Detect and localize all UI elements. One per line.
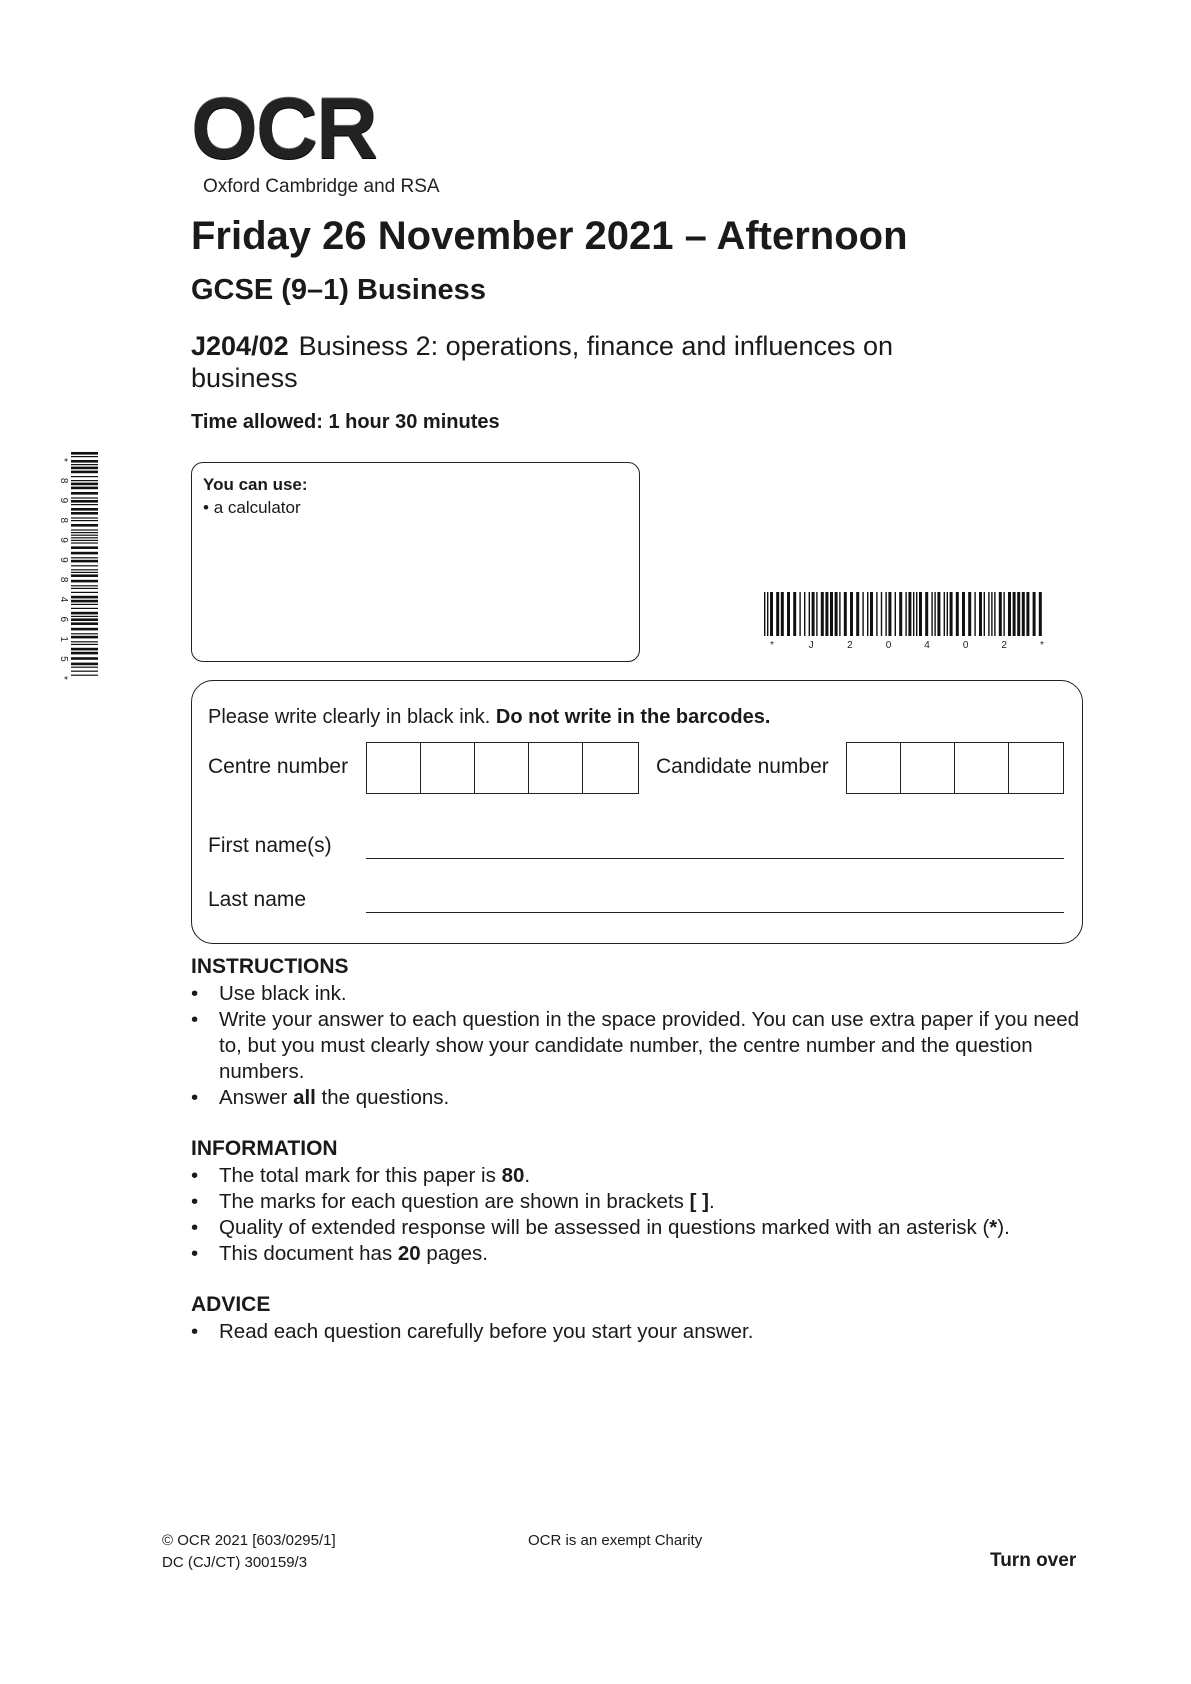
barcode-bar xyxy=(71,667,98,668)
barcode-bar xyxy=(71,596,98,599)
barcode-bar xyxy=(968,592,971,636)
barcode-bar xyxy=(71,580,98,583)
barcode-character: 6 xyxy=(58,616,69,623)
barcode-bar xyxy=(71,616,98,617)
barcode-bar xyxy=(71,480,98,481)
barcode-bar xyxy=(1039,592,1042,636)
barcode-bar xyxy=(71,460,98,463)
barcode-bar xyxy=(71,492,98,495)
last-name-label: Last name xyxy=(208,888,307,911)
barcode-bar xyxy=(71,588,98,589)
barcode-bar xyxy=(781,592,784,636)
barcode-character: 9 xyxy=(58,497,69,504)
barcode-bar xyxy=(71,636,98,639)
barcode-character: * xyxy=(1040,640,1044,651)
information-item: • The total mark for this paper is 80. xyxy=(191,1163,1091,1189)
barcode-character: 4 xyxy=(58,596,69,603)
instruction-item: • Use black ink. xyxy=(191,981,1091,1007)
barcode-character: 8 xyxy=(58,517,69,524)
barcode-bar xyxy=(787,592,790,636)
barcode-bar xyxy=(71,517,98,518)
barcode-bar xyxy=(71,520,98,521)
barcode-character: 8 xyxy=(58,477,69,484)
barcode-bar xyxy=(71,476,98,477)
barcode-bar xyxy=(835,592,838,636)
barcode-bar xyxy=(71,497,98,498)
barcode-bar xyxy=(1017,592,1020,636)
barcode-bar xyxy=(825,592,828,636)
barcode-bar xyxy=(71,592,98,593)
candidate-number-digit[interactable] xyxy=(1009,743,1063,793)
barcode-bar xyxy=(1033,592,1036,636)
candidate-number-field[interactable] xyxy=(846,742,1064,794)
barcode-bar xyxy=(885,592,886,636)
barcode-bar xyxy=(71,671,98,672)
barcode-bar xyxy=(71,663,98,666)
barcode-bar xyxy=(71,512,98,515)
barcode-bar xyxy=(895,592,896,636)
first-name-label: First name(s) xyxy=(208,834,332,857)
barcode-bar xyxy=(908,592,911,636)
barcode-bar xyxy=(931,592,932,636)
barcode-bar xyxy=(905,592,906,636)
ocr-logo-subtitle: Oxford Cambridge and RSA xyxy=(203,176,440,197)
barcode-character: * xyxy=(58,458,69,462)
barcode-bar xyxy=(71,456,98,457)
barcode-bar xyxy=(809,592,810,636)
candidate-number-digit[interactable] xyxy=(955,743,1009,793)
barcode-bar xyxy=(764,592,765,636)
barcode-bar xyxy=(839,592,840,636)
barcode-bar xyxy=(71,675,98,676)
barcode-bar xyxy=(934,592,935,636)
last-name-line[interactable] xyxy=(366,912,1064,913)
barcode-bar xyxy=(71,452,98,455)
barcode-character: 9 xyxy=(58,537,69,543)
barcode-bar xyxy=(862,592,863,636)
barcode-bar xyxy=(937,592,940,636)
barcode-bar xyxy=(919,592,922,636)
barcode-bar xyxy=(71,641,98,642)
barcode-bar xyxy=(71,569,98,570)
barcode-bar xyxy=(799,592,800,636)
barcode-bar xyxy=(888,592,891,636)
barcode-bar xyxy=(71,652,98,655)
ocr-logo: OCR xyxy=(191,81,377,177)
qualification-title: GCSE (9–1) Business xyxy=(191,274,486,306)
barcode-bar xyxy=(71,600,98,603)
document-code: DC (CJ/CT) 300159/3 xyxy=(162,1554,308,1571)
barcode-bar xyxy=(999,592,1002,636)
barcode-bar xyxy=(71,542,98,543)
barcode-bar xyxy=(956,592,959,636)
barcode-bar xyxy=(71,608,98,609)
advice-heading: ADVICE xyxy=(191,1293,271,1316)
barcode-bar xyxy=(962,592,965,636)
turn-over: Turn over xyxy=(990,1550,1077,1571)
you-can-use-item: • a calculator xyxy=(203,498,301,517)
information-item: • The marks for each question are shown in brackets [ ]. xyxy=(191,1189,1091,1215)
barcode-character: 2 xyxy=(1001,640,1007,651)
centre-number-label: Centre number xyxy=(208,755,349,778)
barcode-bar xyxy=(71,604,98,605)
write-clearly-note: Please write clearly in black ink. Do not write in the barcodes. xyxy=(208,706,771,728)
advice-list xyxy=(191,1319,1091,1345)
information-item: • This document has 20 pages. xyxy=(191,1241,1091,1267)
barcode-bar xyxy=(71,508,98,511)
barcode-character: * xyxy=(58,676,69,680)
barcode-bar xyxy=(1022,592,1025,636)
barcode-bar xyxy=(71,552,98,555)
barcode-bar xyxy=(71,657,98,660)
barcode-bar xyxy=(71,565,98,566)
barcode-character: * xyxy=(770,640,774,651)
barcode-bar xyxy=(71,504,98,505)
barcode-bar xyxy=(984,592,985,636)
barcode-bar xyxy=(71,540,98,541)
barcode-bar xyxy=(71,546,98,549)
barcode-bar xyxy=(71,618,98,621)
barcode-character: 2 xyxy=(847,640,853,651)
barcode-bar xyxy=(804,592,805,636)
barcode-bar xyxy=(71,535,98,536)
barcode-bar xyxy=(71,574,98,577)
barcode-bar xyxy=(71,532,98,533)
barcode-bar xyxy=(1026,592,1029,636)
barcode-bar xyxy=(770,592,773,636)
barcode-bar xyxy=(994,592,995,636)
barcode-bar xyxy=(950,592,953,636)
instruction-item: • Answer all the questions. xyxy=(191,1085,1091,1111)
information-item: • Quality of extended response will be assessed in questions marked with an asterisk (*). xyxy=(191,1215,1091,1241)
time-allowed: Time allowed: 1 hour 30 minutes xyxy=(191,411,500,433)
barcode-bar xyxy=(71,557,98,558)
barcode-bar xyxy=(71,560,98,563)
instructions-heading: INSTRUCTIONS xyxy=(191,955,349,978)
barcode-bar xyxy=(1008,592,1011,636)
barcode-character: 1 xyxy=(58,636,69,642)
barcode-bar xyxy=(71,487,98,490)
barcode-bar xyxy=(71,529,98,530)
barcode-character: 8 xyxy=(58,576,69,583)
paper-name: Business 2: operations, finance and influences on business xyxy=(191,331,894,393)
candidate-number-digit[interactable] xyxy=(901,743,955,793)
barcode-bar xyxy=(944,592,945,636)
barcode-bar xyxy=(71,612,98,615)
barcode-bar xyxy=(71,537,98,538)
side-barcode xyxy=(57,450,99,680)
barcode-bar xyxy=(979,592,982,636)
barcode-bar xyxy=(844,592,847,636)
candidate-number-label: Candidate number xyxy=(656,755,829,778)
barcode-bar xyxy=(947,592,948,636)
barcode-bar xyxy=(913,592,914,636)
barcode-bar xyxy=(71,644,98,645)
paper-code: J204/02 xyxy=(191,331,289,361)
instruction-item: • Write your answer to each question in the space provided. You can use extra paper if you need to, but you must clearly show your candidate number, the centre number and the question numbers. xyxy=(191,1007,1091,1085)
barcode-bar xyxy=(867,592,868,636)
barcode-bar xyxy=(71,585,98,586)
barcode-bar xyxy=(71,648,98,651)
barcode-bar xyxy=(974,592,975,636)
barcode-bar xyxy=(850,592,853,636)
exam-date-title: Friday 26 November 2021 – Afternoon xyxy=(191,214,908,258)
you-can-use-heading: You can use: xyxy=(203,475,308,494)
barcode-bar xyxy=(870,592,873,636)
paper-barcode xyxy=(762,592,1047,652)
centre-number-digit[interactable] xyxy=(583,743,637,793)
candidate-number-digit[interactable] xyxy=(847,743,901,793)
barcode-bar xyxy=(71,467,98,470)
barcode-bar xyxy=(71,500,98,503)
barcode-bar xyxy=(793,592,796,636)
information-list xyxy=(191,1163,1091,1267)
charity-text: OCR is an exempt Charity xyxy=(528,1532,703,1549)
barcode-bar xyxy=(71,633,98,634)
barcode-bar xyxy=(71,524,98,527)
information-heading: INFORMATION xyxy=(191,1137,338,1160)
barcode-character: 0 xyxy=(885,640,892,651)
barcode-bar xyxy=(1003,592,1004,636)
first-name-line[interactable] xyxy=(366,858,1064,859)
barcode-bar xyxy=(71,622,98,625)
barcode-bar xyxy=(881,592,882,636)
barcode-bar xyxy=(899,592,902,636)
barcode-bar xyxy=(71,483,98,486)
barcode-bar xyxy=(856,592,859,636)
barcode-character: 9 xyxy=(58,557,69,563)
barcode-bar xyxy=(876,592,877,636)
barcode-bar xyxy=(925,592,928,636)
you-can-use-box xyxy=(191,462,640,662)
centre-number-digit[interactable] xyxy=(367,743,421,793)
centre-number-digit[interactable] xyxy=(529,743,583,793)
barcode-bar xyxy=(821,592,824,636)
barcode-bar xyxy=(767,592,768,636)
barcode-character: 0 xyxy=(962,640,969,651)
barcode-bar xyxy=(988,592,989,636)
barcode-character: 4 xyxy=(924,640,930,651)
centre-number-digit[interactable] xyxy=(421,743,475,793)
copyright-text: © OCR 2021 [603/0295/1] xyxy=(162,1532,336,1549)
barcode-character: J xyxy=(808,640,814,651)
barcode-bar xyxy=(71,464,98,465)
barcode-bar xyxy=(776,592,779,636)
barcode-bar xyxy=(1013,592,1016,636)
barcode-character: 5 xyxy=(58,656,69,662)
barcode-bar xyxy=(816,592,817,636)
instructions-list xyxy=(191,981,1091,1111)
barcode-bar xyxy=(71,471,98,474)
barcode-bar xyxy=(916,592,917,636)
centre-number-digit[interactable] xyxy=(475,743,529,793)
barcode-bar xyxy=(991,592,992,636)
paper-title xyxy=(191,330,991,394)
centre-number-field[interactable] xyxy=(366,742,639,794)
barcode-bar xyxy=(812,592,815,636)
barcode-bar xyxy=(71,572,98,573)
barcode-bar xyxy=(830,592,833,636)
advice-item: • Read each question carefully before you start your answer. xyxy=(191,1319,1091,1345)
footer-left xyxy=(162,1530,336,1574)
barcode-bar xyxy=(71,628,98,631)
